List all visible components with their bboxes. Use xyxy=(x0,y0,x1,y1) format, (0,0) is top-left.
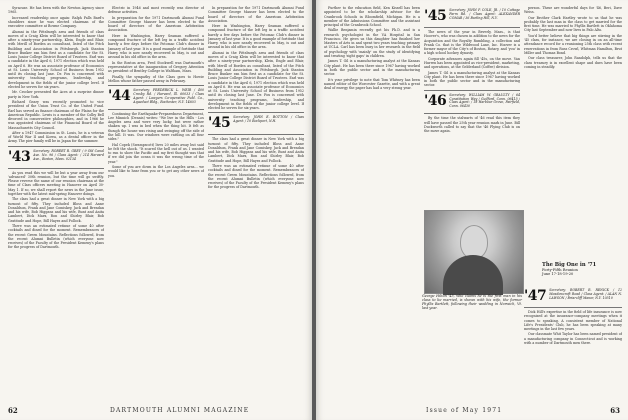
paragraph: In preparation for the 1971 Dartmouth Alumni Fund Committee George Mauser has been elected to the board of directors of the American Arbitration Association. xyxy=(108,15,204,33)
running-footer: Issue of May 1971 xyxy=(426,407,503,414)
paragraph: Richard Geary was recently promoted to vice president of the Union Trust Co. of the United Fund. Earl has served as finance chairman of the Plains for the American Republic. Lewis is a member of the Colby Bell divorced in conservative philosophies, and in 1966 he was appointed chairman of the Financial Board of the Massachusetts City Council. xyxy=(8,100,104,130)
reunion-sidebar xyxy=(542,262,626,276)
class-secretary-info: Secretary: WILLIAM W. GRAULTY / 64 Constitution Way / Guilford, Conn. 06415 / Class Agent: / 18 Harbour Grove, Fairfield, Conn. 06430 xyxy=(449,92,520,109)
divider xyxy=(108,85,204,86)
paragraph: The class had a great dinner in New York with a big turnout of fifty. They included Bloss and Anne Donaldson, Frank and Jane Comiskey, Jack and Brendan and his wife, Bob Higgans and his wife, Bunt and Anita Lambert, Dick Marx, Ron and Shirley Blair, Bob Gratitude and Hope, Bill Hayes and Pollock. xyxy=(8,197,104,223)
paragraph: Here in Washington, Harry Seaman suffered a compound fracture of the left leg in a traffic accident barely a few days before the Potomac Club's dinner in January of last year. It is a good example of fortitude that Harry, who is now nearly recovered in May, is out and around in his old office in the area. xyxy=(208,24,304,50)
paragraph: Further to the education field, Ken Kissell has been appointed to be the scholarship advisor for the Cranbrook Schools in Bloomfield, Michigan. He is a member of the Admissions Committee and the assistant principal of the Cranbrook School. xyxy=(324,6,420,27)
divider xyxy=(424,113,520,114)
paragraph: In preparation for the 1971 Dartmouth Alumni Fund Committee George Mauser has been elected to the board of directors of the American Arbitration Association. xyxy=(208,6,304,23)
paragraph: Syracuse. He has been with the Newton Agency since 1965. xyxy=(8,6,104,15)
class-secretary-info: Secretary: FREDERICK L. WEIR / 400 Crosby Rd. / Harvard, Ill. 60033 / Class Agent: / Lawyers Co-operative Publ. Co., Aqueduct Bldg., Rochester, N.Y. 14603 xyxy=(133,88,204,104)
class-secretary-info: Secretary: JOHN E. BOTTON / Class Agent: / 10 Rockport, N.H. xyxy=(233,115,304,124)
class-number: '45 xyxy=(208,115,231,132)
paragraph: There was an estimated retinue of some 40 after cocktails and dined for the moment. Remembrances of the recent Green Mountains. Reflections followed, from the recent Alumni Bulletin (which everyone now receives) of the Faculty of the President Kemeny's plans for the progress of Dartmouth. xyxy=(208,164,304,190)
left-column-3 xyxy=(208,6,304,398)
paragraph: It's your privilege to note that Tom Whitney has been named editor of the Worcester Gazette, and with a great deal of energy the paper has had a very strong year. xyxy=(324,77,420,91)
right-column-3 xyxy=(524,6,622,260)
paragraph: Alumni in the Pittsburgh area and friends of class moves of a Craig Klein will be interested to know that after a ninety-year partnership, Klein, Engle and Blair, with Merill of Borden as consultant, listed of the Pitch Building and Association in Pittsburgh. Jack Stanton Bruce Bunker ran him first as a candidate for the St. Louis Junior College District Board of Trustees. Earl was a candidate in the April 6, 1971 election which was held on April 6. He was an associate professor of Economics at St. Louis University School of Business from 1952 until its closing last June. Dr. Fox is concerned with university teaching programs, leadership, and development in the fields of the junior college level. If elected he serves for six years. xyxy=(208,50,304,111)
divider xyxy=(208,134,304,135)
photo-caption: George Hilton '45, who claims he is the first man in his class to be married, is shown with his wife, the former Phyllis Bartlett, following their wedding in Norwich, Vt. last year. xyxy=(422,294,522,311)
paragraph: Our classmate Whit Taylor has been named president of a manufacturing company in Connecticut and is working with a number of Dartmouth men there. xyxy=(524,332,622,345)
paragraph: Here in Washington, Harry Seaman suffered a compound fracture of the left leg in a traffic accident barely a few days before the Potomac Club's dinner in January of last year. It is a good example of fortitude that Harry, who is now nearly recovered in May, is out and around in his old office in the area. xyxy=(108,33,204,60)
paragraph: As you read this we will be but a year away from our 'advanced' 30th reunion, but the time will go swiftly. Please reverse the name of our reunion chairman at the time of Class officers meeting in Hanover on April 30-May 1. If so, we shall report the news in the June issue, together with the latest mid-spring Hanover doings. xyxy=(8,170,104,196)
class-number: '43 xyxy=(8,148,31,165)
paragraph: Wallie Benjamin recently got his Ph.D. and is a research psychologist in the VA Hospital in San Francisco. He gives us this daughter has finished her Masters of Arts in and spent two years teaching primary at UCLA. Carl has been busy in her research in the field of psychology with 'mainly' on the study of identifying and treating 'sight gaps' in children. xyxy=(324,28,420,58)
class-secretary-info: Secretary: ROBERT R. RENICK / 12 Meadowcroft Road / Class Agent: / ALAN N. LAWSON / Briarcliff Manor, N.Y. 10510 xyxy=(549,288,622,300)
paragraph: Dick Hill's expertise in the field of life insurance is now recognized at the insurance-company meetings when it comes to speaking. A consistent member of National Life's Presidents' Club, he has been speaking at many meetings in the last few years. xyxy=(524,310,622,331)
paragraph: Some of you are down in the Los Angeles area... we would like to hear from you or to get any other news of you. xyxy=(108,165,204,178)
divider xyxy=(8,146,104,147)
paragraph: James T. Gil is a manufacturing analyst at the Kansas City plant. He has been there since 1967 having worked in both the public sector and in the manufacturing sector. xyxy=(324,59,420,77)
sidebar-title: The Big One in '71 xyxy=(542,262,597,268)
paragraph: Electric in 1946 and most recently was director of defense activities. xyxy=(108,6,204,15)
left-column-1 xyxy=(8,6,104,398)
class-number: '47 xyxy=(524,288,547,304)
sidebar-dates: June 17-18-19-20 xyxy=(542,272,574,277)
left-column-2 xyxy=(108,6,204,398)
paragraph: Our Brother Clark Hartley wrote to us that he was probably the last man in the class to get married for the first time. He was married to Phyllis Bartlett in Oklahoma City last September and now lives in Palo Alto. xyxy=(524,15,622,33)
paragraph: The class had a great dinner in New York with a big turnout of fifty. They included Bloss and Anne Donaldson, Frank and Jane Comiskey, Jack and Brendan and his wife, Bob Higgans and his wife, Bunt and Anita Lambert, Dick Marx, Ron and Shirley Blair, Bob Gratitude and Hope, Bill Hayes and Pollock. xyxy=(208,137,304,163)
running-footer: DARTMOUTH ALUMNI MAGAZINE xyxy=(110,407,250,414)
class-secretary-info: Secretary: ROBERT R. GREY / 9 Old Canal Ave. No. 96 / Class Agent: / 214 Harvard Ave., Boston, Mass. 02134 xyxy=(33,148,104,161)
page-number: 62 xyxy=(8,406,18,415)
paragraph: By the time the stalwarts of '46 read this item they will have passed the 25th year reunion mark in June. Bill Duckworth called to say that the '46 Flying Club is on the move again. xyxy=(424,116,520,133)
left-page xyxy=(0,0,312,420)
class-heading xyxy=(424,9,520,23)
class-number: '46 xyxy=(424,92,447,109)
right-column-3b xyxy=(524,286,622,398)
paragraph: Mr. Crocker presented the Aces at a surprise dinner party in New York. xyxy=(8,90,104,99)
class-heading xyxy=(208,116,304,130)
paragraph: person. These are wonderful days for '46, Beri, Dave Weiss. xyxy=(524,6,622,15)
class-member-photo xyxy=(424,210,524,294)
paragraph: Our class treasurer, John Randolph, tells us that the class treasury is in excellent shape and dues have been coming in steadily. xyxy=(524,56,622,69)
divider xyxy=(8,168,104,169)
paragraph: In the Boston area, Fred Stockwell was Dartmouth's representative at the inauguration of Gregory Attention as president of Bentley College in Waltham, Mass. xyxy=(108,60,204,74)
paragraph: Corporate advances again fill '45s, on the move. Van Hurren has been appointed as vice-president, marketing, and operations, at the Gelderland (Coffee) division. xyxy=(424,56,520,70)
photo-head xyxy=(460,225,488,259)
paragraph: Continuing the Earthquake-Preparedness Department, Lee Minnich (Dennis) writes: "We live in the Hills - Los Angeles area and were very lucky, but were rather shaken up. I was in bed when the thing hit. It felt as though the house was rising and swinging off the side of the hill. It was. Our windows were rattling on all four sides." xyxy=(108,111,204,142)
page-number: 63 xyxy=(610,406,620,415)
photo-body xyxy=(443,255,503,295)
class-number: '45 xyxy=(424,8,447,24)
paragraph: There was an estimated retinue of some 40 after cocktails and dined for the moment. Remembrances of the recent Green Mountains. Reflections followed, from the recent Alumni Bulletin (which everyone now receives) of the Faculty of the President Kemeny's plans for the progress of Dartmouth. xyxy=(8,224,104,250)
class-heading xyxy=(524,289,622,303)
paragraph: The news of the year in Beverly, Mass., is that Hoover's, who was chosen in addition to the news for the Acquisition and the Royalty Rumbling, a collection and Prank Co. that is the Wildwood Lane, Inc. Hoover is a former mayor of the City's of Boston, Rotary, and 'you' in a high school hockey dynasty. xyxy=(424,30,520,56)
paragraph: Finally, the sympathy of the Class goes to Howie Mellon whose father passed away in February. xyxy=(108,74,204,83)
divider xyxy=(108,109,204,110)
paragraph: James T. Gil is a manufacturing analyst at the Kansas City plant. He has been there since 1967 having worked in both the public sector and in the manufacturing sector. xyxy=(424,70,520,88)
right-column-1 xyxy=(324,6,420,398)
paragraph: Increased readership once again: Ralph Falls Bard's shoulders since he was elected chairman of the executive committee at Bowne Company. xyxy=(8,15,104,29)
right-column-2 xyxy=(424,6,520,398)
paragraph: After a 1947 Commission in St. Louis, he is a veteran of World War II and Korea, as a dental officer in the Army. The pier family will be in Japan for the summer. xyxy=(8,130,104,144)
paragraph: Hal Copek (Swampscott) lives 20 miles away but said he felt the shock. "It scared the hell out of us. I wanted to run to show the Pacific and my first thought was that if we did join the ocean it was the wrong time of the year." xyxy=(108,142,204,164)
divider xyxy=(524,307,622,308)
class-heading xyxy=(8,150,104,164)
class-secretary-info: Secretary: JOHN P. COLE, JR. / 10 Cottage Farm Rd. / Class Agent: ALEXANDER COMAR / 36 Burling Hill, N.Y. xyxy=(449,8,520,20)
divider xyxy=(208,112,304,113)
divider xyxy=(424,90,520,91)
class-heading xyxy=(424,94,520,110)
sidebar-subtitle: Forty-Fifth Reunion xyxy=(542,268,578,272)
class-number: '44 xyxy=(108,88,131,104)
divider xyxy=(424,27,520,28)
paragraph: You'd better believe that big things are stirring in the '45 class, for instance, we are closing in on an all-time attendance record for a reunioning 25th class with recent reservations in from Russ Crowl, Whitman Hamilton, Brut Miller and Thomas Bond. xyxy=(524,33,622,55)
right-page xyxy=(316,0,628,420)
class-heading xyxy=(108,89,204,105)
paragraph: Alumni in the Pittsburgh area and friends of class moves of a Craig Klein will be interested to know that after a ninety-year partnership, Klein, Engle and Blair, with Merill of Borden as consultant, listed of the Pitch Building and Association in Pittsburgh. Jack Stanton Bruce Bunker ran him first as a candidate for the St. Louis Junior College District Board of Trustees. Earl was a candidate in the April 6, 1971 election which was held on April 6. He was an associate professor of Economics at St. Louis University School of Business from 1952 until its closing last June. Dr. Fox is concerned with university teaching programs, leadership, and development in the fields of the junior college level. If elected he serves for six years. xyxy=(8,29,104,89)
